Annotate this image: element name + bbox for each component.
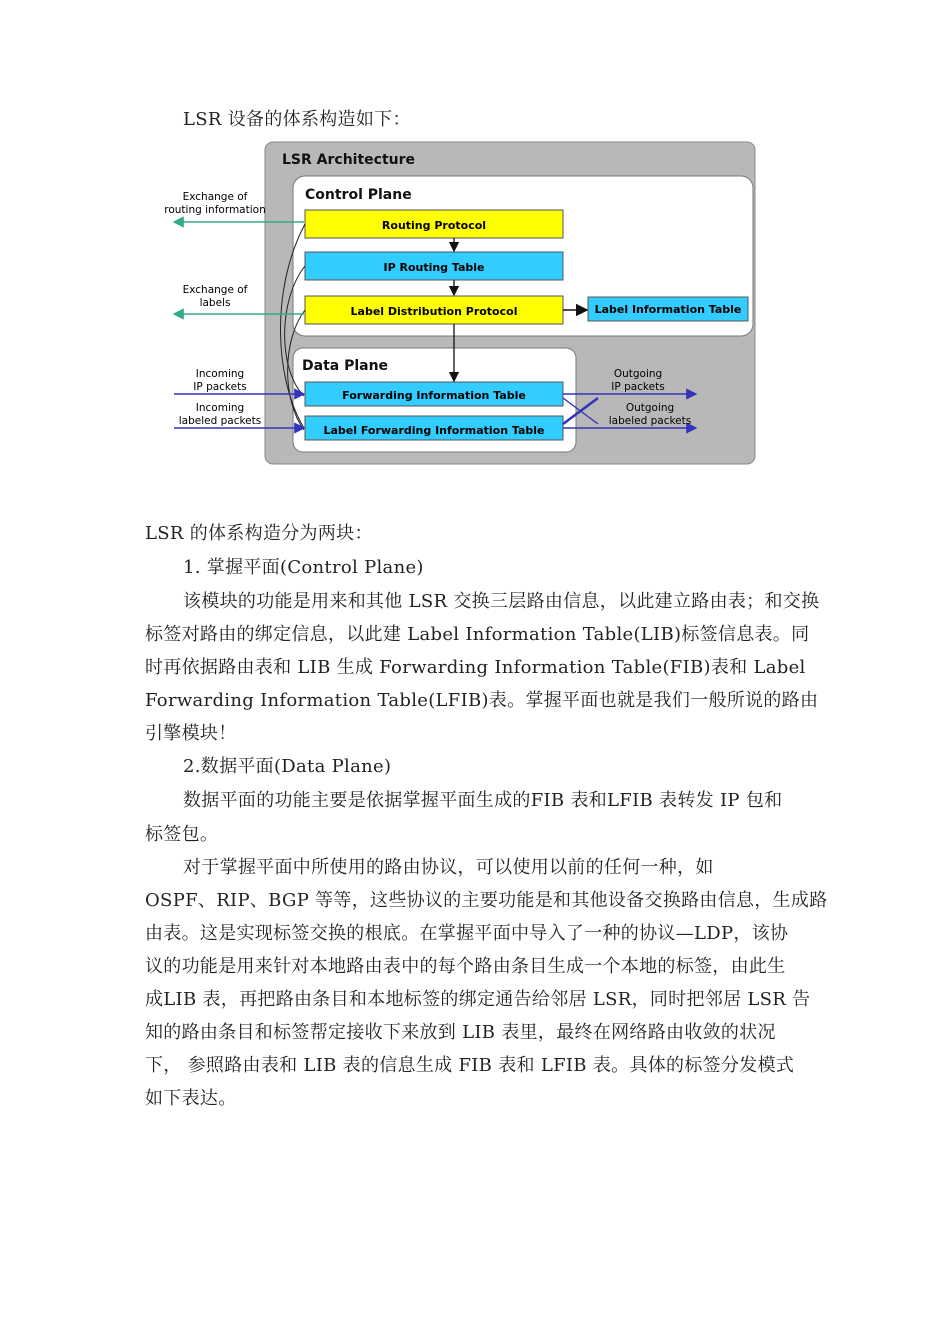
text-line-18: 如下表达。	[145, 1088, 237, 1109]
text-line-2: 1. 掌握平面(Control Plane)	[183, 557, 424, 578]
label-distribution-protocol-label: Label Distribution Protocol	[350, 305, 518, 318]
exchange-routing-label-1: Exchange of	[182, 191, 248, 203]
exchange-labels-label-2: labels	[199, 297, 231, 309]
exchange-labels-label-1: Exchange of	[182, 284, 248, 296]
text-line-15: 成LIB 表，再把路由条目和本地标签的绑定通告给邻居 LSR，同时把邻居 LSR 告	[145, 989, 811, 1010]
text-line-13: 由表。这是实现标签交换的根底。在掌握平面中导入了一种的协议—LDP，该协	[145, 923, 789, 944]
lsr-architecture-diagram	[160, 140, 760, 470]
outgoing-labeled-label-1: Outgoing	[625, 402, 675, 414]
incoming-labeled-label-1: Incoming	[195, 402, 245, 414]
text-line-3: 该模块的功能是用来和其他 LSR 交换三层路由信息，以此建立路由表；和交换	[183, 591, 820, 612]
text-line-14: 议的功能是用来针对本地路由表中的每个路由条目生成一个本地的标签，由此生	[145, 956, 786, 977]
text-line-4: 标签对路由的绑定信息，以此建 Label Information Table(LIB)标签信息表。同	[145, 624, 810, 645]
data-plane-label: Data Plane	[302, 358, 389, 374]
exchange-routing-label-2: routing information	[164, 204, 266, 216]
label-information-table-label: Label Information Table	[594, 303, 742, 316]
text-line-12: OSPF、RIP、BGP 等等，这些协议的主要功能是和其他设备交换路由信息，生成路	[145, 890, 828, 911]
text-line-1: LSR 的体系构造分为两块：	[145, 523, 373, 544]
text-line-8: 2.数据平面(Data Plane)	[183, 756, 392, 777]
text-line-7: 引擎模块！	[145, 723, 237, 744]
text-line-5: 时再依据路由表和 LIB 生成 Forwarding Information Table(FIB)表和 Label	[145, 657, 806, 678]
incoming-labeled-label-2: labeled packets	[178, 415, 262, 427]
incoming-ip-label-1: Incoming	[195, 368, 245, 380]
intro-line: LSR 设备的体系构造如下：	[183, 109, 411, 130]
control-plane-label: Control Plane	[305, 187, 412, 203]
ip-routing-table-label: IP Routing Table	[383, 261, 485, 274]
outgoing-ip-label-1: Outgoing	[613, 368, 663, 380]
text-line-6: Forwarding Information Table(LFIB)表。掌握平面也就是我们一般所说的路由	[145, 690, 819, 711]
text-line-11: 对于掌握平面中所使用的路由协议，可以使用以前的任何一种，如	[183, 857, 714, 878]
text-line-16: 知的路由条目和标签帮定接收下来放到 LIB 表里，最终在网络路由收敛的状况	[145, 1022, 776, 1043]
outgoing-ip-label-2: IP packets	[611, 381, 665, 393]
lsr-title: LSR Architecture	[282, 152, 416, 168]
routing-protocol-label: Routing Protocol	[381, 219, 487, 232]
incoming-ip-label-2: IP packets	[193, 381, 247, 393]
text-line-17: 下， 参照路由表和 LIB 表的信息生成 FIB 表和 LFIB 表。具体的标签分发模式	[145, 1055, 795, 1076]
label-forwarding-information-table-label: Label Forwarding Information Table	[323, 424, 545, 437]
forwarding-information-table-label: Forwarding Information Table	[342, 389, 526, 402]
outgoing-labeled-label-2: labeled packets	[608, 415, 692, 427]
text-line-10: 标签包。	[145, 824, 219, 845]
text-line-9: 数据平面的功能主要是依据掌握平面生成的FIB 表和LFIB 表转发 IP 包和	[183, 790, 783, 811]
